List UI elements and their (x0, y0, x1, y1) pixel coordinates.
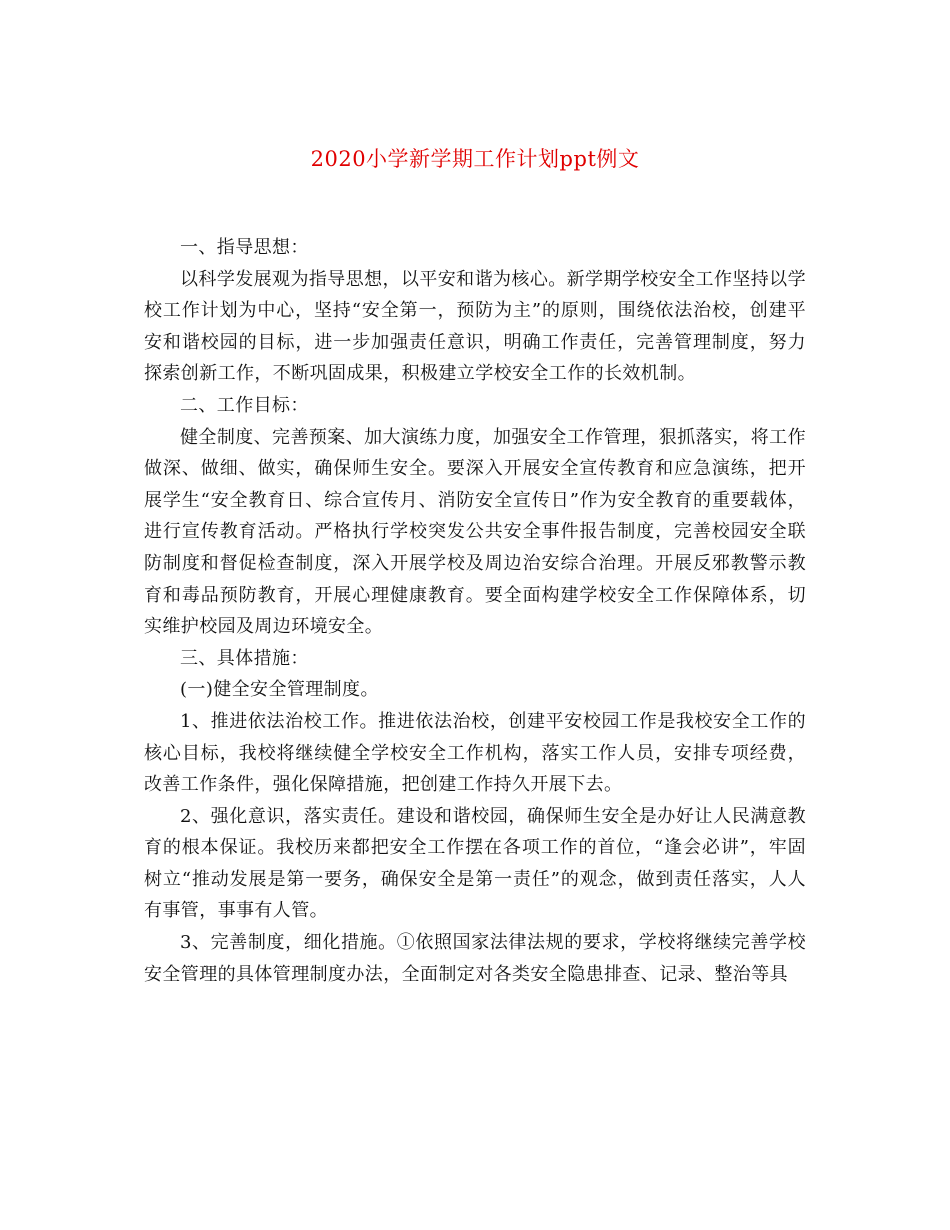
paragraph-measure-3: 3、完善制度，细化措施。①依照国家法律法规的要求，学校将继续完善学校安全管理的具体管理制度办法，全面制定对各类安全隐患排查、记录、整治等具 (144, 932, 806, 985)
document-title: 2020小学新学期工作计划ppt例文 (310, 147, 640, 171)
subsection-heading-safety-system: (一)健全安全管理制度。 (180, 679, 379, 701)
document-body (144, 232, 806, 990)
section-heading-guiding-ideology: 一、指导思想： (180, 237, 309, 258)
paragraph-measure-1: 1、推进依法治校工作。推进依法治校，创建平安校园工作是我校安全工作的核心目标，我校将继续健全学校安全工作机构，落实工作人员，安排专项经费，改善工作条件，强化保障措施，把创建工作持久开展下去。 (144, 710, 806, 796)
section-heading-work-goals: 二、工作目标： (180, 394, 309, 416)
paragraph-guiding-ideology: 以科学发展观为指导思想，以平安和谐为核心。新学期学校安全工作坚持以学校工作计划为中心，坚持“安全第一，预防为主”的原则，围绕依法治校，创建平安和谐校园的目标，进一步加强责任意识，明确工作责任，完善管理制度，努力探索创新工作，不断巩固成果，积极建立学校安全工作的长效机制。 (144, 268, 806, 385)
section-heading-specific-measures: 三、具体措施： (180, 647, 309, 669)
paragraph-measure-2: 2、强化意识，落实责任。建设和谐校园，确保师生安全是办好让人民满意教育的根本保证。我校历来都把安全工作摆在各项工作的首位，“逢会必讲”，牢固树立“推动发展是第一要务，确保安全是第一责任”的观念，做到责任落实，人人有事管，事事有人管。 (144, 805, 806, 922)
paragraph-work-goals: 健全制度、完善预案、加大演练力度，加强安全工作管理，狠抓落实，将工作做深、做细、做实，确保师生安全。要深入开展安全宣传教育和应急演练，把开展学生“安全教育日、综合宣传月、消防安全宣传日”作为安全教育的重要载体，进行宣传教育活动。严格执行学校突发公共安全事件报告制度，完善校园安全联防制度和督促检查制度，深入开展学校及周边治安综合治理。开展反邪教警示教育和毒品预防教育，开展心理健康教育。要全面构建学校安全工作保障体系，切实维护校园及周边环境安全。 (144, 426, 806, 638)
